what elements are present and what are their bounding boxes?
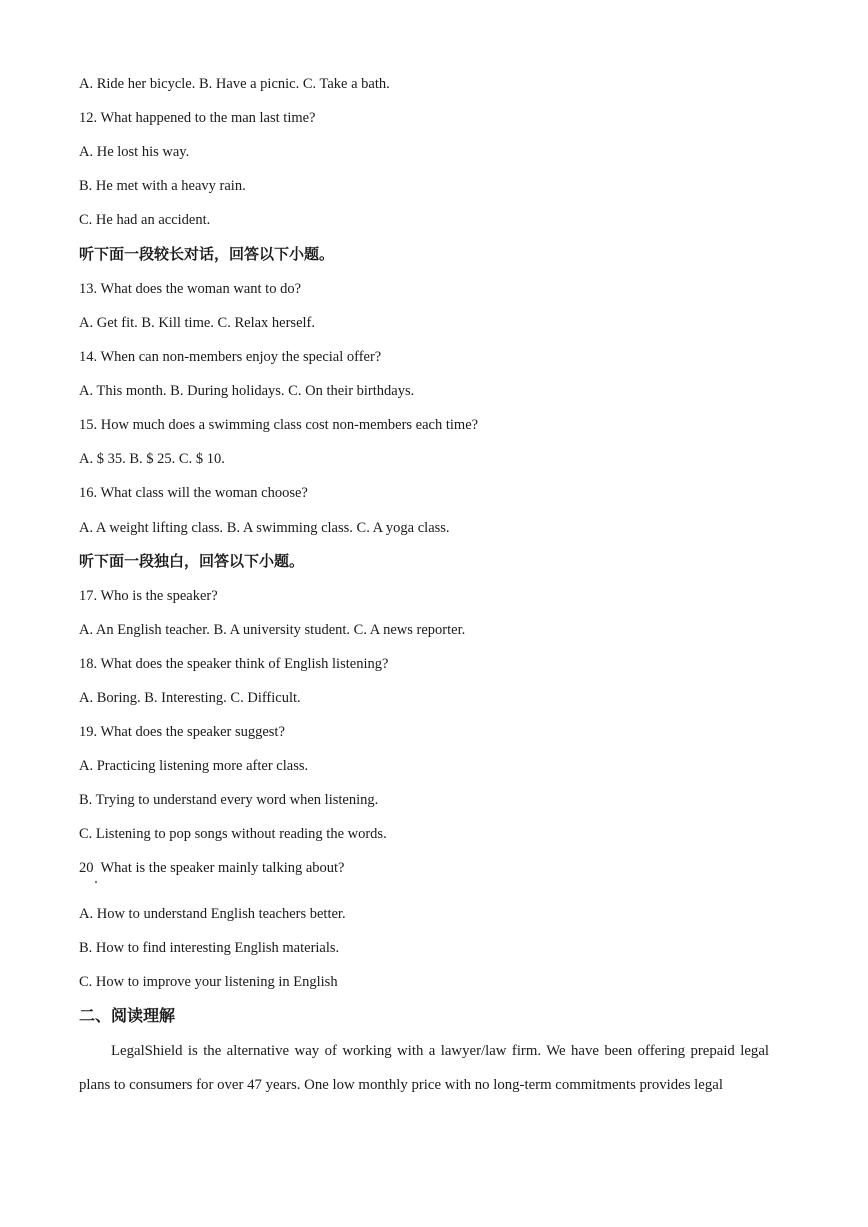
q17-question: 17. Who is the speaker? [79, 588, 218, 604]
q16-question: 16. What class will the woman choose? [79, 485, 308, 501]
q12-option-a: A. He lost his way. [79, 144, 190, 160]
q20-question: 20 What is the speaker mainly talking about? [79, 860, 345, 876]
section-heading-reading: 二、阅读理解 [79, 1006, 176, 1025]
q13-options: A. Get fit. B. Kill time. C. Relax herself. [79, 315, 315, 331]
q18-question: 18. What does the speaker think of English listening? [79, 656, 389, 672]
q20-option-c: C. How to improve your listening in English [79, 974, 338, 990]
q14-question: 14. When can non-members enjoy the special offer? [79, 349, 382, 365]
q12-question: 12. What happened to the man last time? [79, 110, 316, 126]
q17-options: A. An English teacher. B. A university student. C. A news reporter. [79, 622, 466, 638]
q20-option-a: A. How to understand English teachers better. [79, 906, 346, 922]
q19-option-b: B. Trying to understand every word when listening. [79, 792, 379, 808]
q15-options: A. $ 35. B. $ 25. C. $ 10. [79, 451, 225, 467]
q16-options: A. A weight lifting class. B. A swimming class. C. A yoga class. [79, 520, 450, 536]
q19-option-a: A. Practicing listening more after class. [79, 758, 309, 774]
q20-option-b: B. How to find interesting English materials. [79, 940, 340, 956]
q11-options: A. Ride her bicycle. B. Have a picnic. C. Take a bath. [79, 76, 390, 92]
q12-option-b: B. He met with a heavy rain. [79, 178, 246, 194]
q12-option-c: C. He had an accident. [79, 212, 211, 228]
q14-options: A. This month. B. During holidays. C. On their birthdays. [79, 383, 415, 399]
q18-options: A. Boring. B. Interesting. C. Difficult. [79, 690, 301, 706]
section-heading-monologue: 听下面一段独白，回答以下小题。 [79, 552, 305, 570]
reading-passage-paragraph: LegalShield is the alternative way of working with a lawyer/law firm. We have been offering prepaid legal plans to consumers for over 47 years. One low monthly price with no long-term commitments provides legal [79, 1043, 769, 1093]
q19-question: 19. What does the speaker suggest? [79, 724, 285, 740]
section-heading-dialogue: 听下面一段较长对话，回答以下小题。 [79, 245, 335, 263]
q19-option-c: C. Listening to pop songs without reading the words. [79, 826, 387, 842]
q13-question: 13. What does the woman want to do? [79, 281, 302, 297]
scan-speck [95, 881, 97, 883]
q15-question: 15. How much does a swimming class cost non-members each time? [79, 417, 479, 433]
